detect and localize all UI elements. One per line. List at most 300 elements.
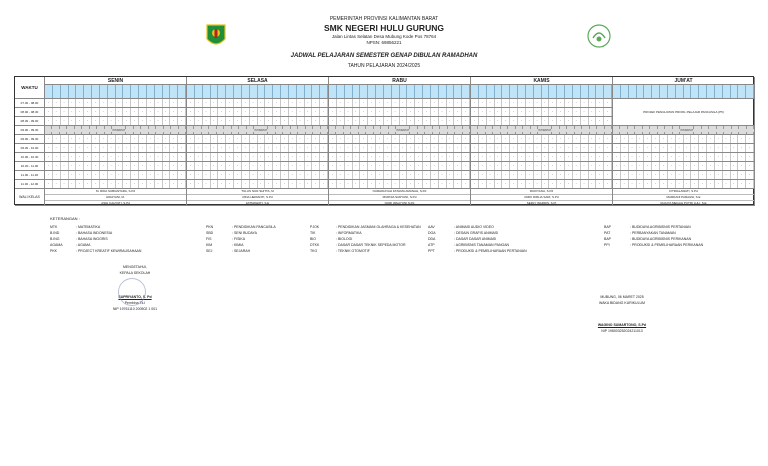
lesson-slot — [84, 135, 92, 144]
lesson-slot — [510, 162, 518, 171]
legend-column — [310, 224, 428, 254]
lesson-slot — [400, 108, 408, 117]
lesson-slot — [596, 117, 604, 126]
lesson-slot — [392, 117, 400, 126]
lesson-slot — [510, 153, 518, 162]
time-cell: 09.00 - 09.30 — [15, 135, 45, 144]
legend-desc: BIOLOGI — [337, 237, 353, 241]
lesson-slot — [265, 99, 273, 108]
lesson-slot — [61, 108, 69, 117]
lesson-slot — [170, 108, 178, 117]
break-slot — [239, 126, 246, 135]
lesson-slot — [613, 135, 621, 144]
lesson-slot — [479, 153, 487, 162]
lesson-slot — [329, 144, 337, 153]
lesson-slot — [320, 108, 328, 117]
wali-kelas-name: RIZKI DIRLIA SARI, S.Pd — [471, 195, 612, 201]
class-col-header — [218, 85, 226, 98]
lesson-slot — [337, 180, 345, 189]
lesson-slot — [376, 135, 384, 144]
lesson-slot — [45, 171, 53, 180]
lesson-slot — [178, 171, 186, 180]
lesson-slot — [250, 117, 258, 126]
class-col-header — [376, 85, 384, 98]
lesson-slot — [360, 180, 368, 189]
break-row — [45, 126, 187, 135]
break-row — [613, 126, 755, 135]
lesson-slot — [139, 180, 147, 189]
lesson-row — [45, 99, 187, 108]
lesson-slot — [454, 180, 462, 189]
lesson-slot — [502, 153, 510, 162]
day-header-senin: SENIN — [45, 77, 187, 85]
class-col-header — [131, 85, 139, 98]
lesson-slot — [178, 108, 186, 117]
lesson-slot — [211, 162, 219, 171]
lesson-slot — [281, 162, 289, 171]
lesson-slot — [581, 171, 589, 180]
lesson-slot — [61, 180, 69, 189]
lesson-slot — [250, 108, 258, 117]
lesson-slot — [353, 162, 361, 171]
lesson-slot — [45, 108, 53, 117]
lesson-row — [45, 162, 187, 171]
lesson-slot — [454, 162, 462, 171]
lesson-slot — [218, 108, 226, 117]
class-col-header — [439, 85, 447, 98]
lesson-slot — [462, 135, 470, 144]
lesson-slot — [92, 180, 100, 189]
class-col-header — [320, 85, 328, 98]
lesson-slot — [502, 117, 510, 126]
lesson-slot — [131, 135, 139, 144]
class-col-header — [699, 85, 707, 98]
lesson-slot — [534, 108, 542, 117]
lesson-slot — [163, 180, 171, 189]
lesson-slot — [738, 135, 746, 144]
legend-desc: PERBANYAKAN TANAMAN — [631, 231, 676, 235]
lesson-slot — [495, 144, 503, 153]
lesson-slot — [431, 153, 439, 162]
lesson-slot — [337, 117, 345, 126]
lesson-slot — [320, 135, 328, 144]
lesson-slot — [644, 135, 652, 144]
lesson-slot — [447, 135, 455, 144]
lesson-slot — [312, 99, 320, 108]
lesson-slot — [116, 171, 124, 180]
class-col-header — [746, 85, 754, 98]
lesson-slot — [542, 144, 550, 153]
lesson-slot — [265, 171, 273, 180]
lesson-slot — [139, 108, 147, 117]
lesson-slot — [353, 108, 361, 117]
lesson-slot — [53, 162, 61, 171]
lesson-slot — [495, 117, 503, 126]
lesson-slot — [289, 117, 297, 126]
lesson-slot — [187, 117, 195, 126]
lesson-slot — [178, 117, 186, 126]
lesson-slot — [526, 144, 534, 153]
lesson-slot — [337, 108, 345, 117]
break-slot — [531, 126, 538, 135]
lesson-slot — [731, 162, 739, 171]
lesson-slot — [518, 144, 526, 153]
lesson-slot — [312, 117, 320, 126]
lesson-slot — [337, 153, 345, 162]
lesson-slot — [178, 135, 186, 144]
legend-code: PPT — [428, 249, 435, 253]
lesson-slot — [660, 162, 668, 171]
break-slot — [724, 126, 731, 135]
break-row — [329, 126, 471, 135]
lesson-slot — [637, 171, 645, 180]
lesson-slot — [53, 144, 61, 153]
lesson-slot — [487, 180, 495, 189]
lesson-slot — [108, 135, 116, 144]
lesson-slot — [415, 108, 423, 117]
lesson-slot — [723, 144, 731, 153]
lesson-slot — [621, 135, 629, 144]
day-header-kamis: KAMIS — [471, 77, 613, 85]
legend-desc: PENDIDIKAN JASMANI OLAHRAGA & KESEHATAN — [337, 225, 421, 229]
lesson-slot — [684, 135, 692, 144]
lesson-slot — [131, 108, 139, 117]
lesson-slot — [376, 171, 384, 180]
lesson-slot — [211, 135, 219, 144]
lesson-slot — [707, 153, 715, 162]
lesson-slot — [447, 153, 455, 162]
lesson-slot — [61, 144, 69, 153]
lesson-slot — [187, 153, 195, 162]
lesson-slot — [297, 117, 305, 126]
legend-code: PKK — [50, 249, 58, 253]
lesson-slot — [360, 108, 368, 117]
lesson-slot — [147, 108, 155, 117]
lesson-slot — [92, 162, 100, 171]
lesson-slot — [534, 144, 542, 153]
break-slot — [276, 126, 283, 135]
lesson-slot — [53, 180, 61, 189]
lesson-slot — [265, 162, 273, 171]
sign-left-rank: Pembina Tk.I — [124, 301, 146, 305]
lesson-slot — [691, 162, 699, 171]
lesson-slot — [53, 153, 61, 162]
lesson-slot — [471, 180, 479, 189]
legend-desc: INFORMATIKA — [337, 231, 362, 235]
lesson-slot — [211, 117, 219, 126]
break-slot: ISTIRAHAT — [254, 126, 268, 135]
lesson-row — [329, 135, 471, 144]
lesson-slot — [715, 153, 723, 162]
lesson-slot — [534, 117, 542, 126]
break-slot — [478, 126, 485, 135]
lesson-slot — [384, 108, 392, 117]
lesson-slot — [652, 144, 660, 153]
lesson-slot — [715, 162, 723, 171]
lesson-slot — [526, 117, 534, 126]
class-col-header — [258, 85, 266, 98]
legend-separator: : — [336, 237, 338, 241]
lesson-slot — [353, 99, 361, 108]
lesson-slot — [439, 180, 447, 189]
lesson-slot — [108, 162, 116, 171]
lesson-slot — [534, 162, 542, 171]
lesson-slot — [439, 117, 447, 126]
lesson-slot — [510, 117, 518, 126]
lesson-slot — [187, 108, 195, 117]
break-slot — [194, 126, 201, 135]
lesson-slot — [281, 117, 289, 126]
lesson-slot — [684, 171, 692, 180]
school-address: Jalan Lintas Selatan Desa Mubung Kode Pos 78764 — [331, 34, 437, 39]
time-cell: 09.30 - 10.00 — [15, 144, 45, 153]
lesson-row — [471, 117, 613, 126]
lesson-row — [471, 108, 613, 117]
lesson-slot — [746, 180, 754, 189]
lesson-slot — [738, 162, 746, 171]
lesson-slot — [289, 180, 297, 189]
lesson-slot — [471, 99, 479, 108]
lesson-slot — [116, 180, 124, 189]
lesson-slot — [53, 117, 61, 126]
lesson-slot — [45, 99, 53, 108]
lesson-slot — [337, 144, 345, 153]
break-slot — [187, 126, 194, 135]
class-col-header — [462, 85, 470, 98]
lesson-slot — [447, 171, 455, 180]
lesson-slot — [147, 171, 155, 180]
lesson-slot — [108, 153, 116, 162]
break-slot — [344, 126, 351, 135]
waktu-header: WAKTU — [15, 77, 45, 99]
break-slot — [306, 126, 313, 135]
lesson-slot — [691, 135, 699, 144]
class-col-header — [392, 85, 400, 98]
sign-right-nip: NIP 198003252024211013 — [601, 329, 643, 333]
lesson-slot — [297, 180, 305, 189]
lesson-slot — [596, 144, 604, 153]
lesson-slot — [454, 117, 462, 126]
lesson-slot — [84, 99, 92, 108]
lesson-slot — [471, 162, 479, 171]
lesson-slot — [61, 135, 69, 144]
lesson-slot — [226, 162, 234, 171]
lesson-slot — [707, 135, 715, 144]
lesson-slot — [76, 99, 84, 108]
lesson-slot — [660, 144, 668, 153]
lesson-slot — [360, 135, 368, 144]
lesson-slot — [163, 153, 171, 162]
lesson-slot — [123, 135, 131, 144]
lesson-slot — [258, 171, 266, 180]
break-slot — [523, 126, 530, 135]
lesson-slot — [155, 180, 163, 189]
lesson-slot — [596, 162, 604, 171]
lesson-slot — [691, 153, 699, 162]
lesson-row — [471, 171, 613, 180]
class-col-header — [431, 85, 439, 98]
legend-code: BAP — [604, 225, 612, 229]
break-slot — [597, 126, 604, 135]
lesson-row — [45, 117, 187, 126]
lesson-slot — [61, 153, 69, 162]
lesson-slot — [581, 135, 589, 144]
lesson-slot — [613, 162, 621, 171]
lesson-slot — [392, 171, 400, 180]
lesson-slot — [423, 144, 431, 153]
legend-separator: : — [336, 225, 338, 229]
lesson-slot — [92, 99, 100, 108]
lesson-slot — [738, 171, 746, 180]
lesson-slot — [621, 153, 629, 162]
legend-code: TKO — [310, 249, 318, 253]
break-slot — [665, 126, 672, 135]
lesson-slot — [510, 180, 518, 189]
lesson-slot — [273, 144, 281, 153]
lesson-slot — [155, 171, 163, 180]
class-col-header — [581, 85, 589, 98]
time-cell: 10.30 - 11.00 — [15, 162, 45, 171]
class-col-header — [447, 85, 455, 98]
lesson-slot — [76, 135, 84, 144]
class-subheader — [187, 85, 329, 99]
break-slot — [232, 126, 239, 135]
lesson-slot — [53, 99, 61, 108]
lesson-slot — [565, 153, 573, 162]
lesson-slot — [581, 99, 589, 108]
lesson-slot — [211, 153, 219, 162]
lesson-slot — [100, 99, 108, 108]
lesson-slot — [604, 135, 612, 144]
lesson-slot — [147, 135, 155, 144]
legend-code: DTKK — [310, 243, 320, 247]
class-col-header — [637, 85, 645, 98]
lesson-slot — [549, 153, 557, 162]
lesson-slot — [250, 171, 258, 180]
lesson-slot — [195, 99, 203, 108]
lesson-slot — [557, 108, 565, 117]
lesson-slot — [534, 171, 542, 180]
lesson-slot — [423, 153, 431, 162]
lesson-slot — [218, 153, 226, 162]
lesson-slot — [234, 117, 242, 126]
lesson-slot — [573, 135, 581, 144]
lesson-slot — [565, 135, 573, 144]
lesson-slot — [738, 180, 746, 189]
lesson-slot — [565, 171, 573, 180]
lesson-slot — [684, 153, 692, 162]
lesson-slot — [258, 162, 266, 171]
legend-separator: : — [76, 231, 78, 235]
lesson-slot — [676, 144, 684, 153]
lesson-slot — [289, 171, 297, 180]
legend-code: AAV — [428, 225, 435, 229]
lesson-slot — [195, 171, 203, 180]
lesson-row — [45, 144, 187, 153]
class-col-header — [360, 85, 368, 98]
class-col-header — [542, 85, 550, 98]
lesson-slot — [462, 99, 470, 108]
class-col-header — [573, 85, 581, 98]
legend-desc: BAHASA INGGRIS — [77, 237, 108, 241]
lesson-slot — [454, 99, 462, 108]
lesson-slot — [45, 117, 53, 126]
lesson-slot — [226, 171, 234, 180]
wali-kelas-label: WALI KELAS — [15, 189, 45, 206]
lesson-row — [45, 135, 187, 144]
lesson-slot — [139, 135, 147, 144]
lesson-slot — [376, 162, 384, 171]
lesson-slot — [368, 171, 376, 180]
lesson-slot — [273, 162, 281, 171]
lesson-slot — [242, 171, 250, 180]
class-col-header — [273, 85, 281, 98]
class-col-header — [203, 85, 211, 98]
legend-separator: : — [454, 249, 456, 253]
lesson-slot — [297, 153, 305, 162]
lesson-slot — [629, 180, 637, 189]
lesson-slot — [147, 117, 155, 126]
lesson-slot — [84, 180, 92, 189]
lesson-slot — [187, 135, 195, 144]
lesson-slot — [392, 108, 400, 117]
class-col-header — [163, 85, 171, 98]
schedule-title: JADWAL PELAJARAN SEMESTER GENAP DIBULAN RAMADHAN — [290, 53, 478, 59]
lesson-slot — [479, 144, 487, 153]
legend-column — [50, 224, 206, 254]
lesson-slot — [573, 153, 581, 162]
lesson-slot — [454, 171, 462, 180]
class-col-header — [684, 85, 692, 98]
break-time: 09.00 - 09.30 — [15, 126, 45, 135]
lesson-slot — [203, 99, 211, 108]
class-col-header — [353, 85, 361, 98]
break-slot — [126, 126, 133, 135]
lesson-slot — [691, 171, 699, 180]
lesson-slot — [549, 162, 557, 171]
lesson-slot — [423, 162, 431, 171]
lesson-slot — [100, 135, 108, 144]
break-slot — [709, 126, 716, 135]
lesson-slot — [320, 171, 328, 180]
lesson-slot — [242, 135, 250, 144]
lesson-slot — [76, 180, 84, 189]
lesson-slot — [116, 99, 124, 108]
class-col-header — [100, 85, 108, 98]
legend-code: SBD — [206, 231, 214, 235]
lesson-slot — [211, 108, 219, 117]
lesson-slot — [368, 162, 376, 171]
lesson-slot — [502, 135, 510, 144]
lesson-slot — [226, 144, 234, 153]
lesson-slot — [384, 117, 392, 126]
lesson-row — [187, 180, 329, 189]
class-col-header — [731, 85, 739, 98]
lesson-slot — [368, 117, 376, 126]
lesson-row — [329, 144, 471, 153]
class-col-header — [723, 85, 731, 98]
lesson-slot — [479, 108, 487, 117]
lesson-slot — [668, 153, 676, 162]
gov-name: PEMERINTAH PROVINSI KALIMANTAN BARAT — [329, 16, 439, 22]
wali-kelas-names — [45, 189, 187, 206]
lesson-slot — [289, 108, 297, 117]
wali-kelas-name: FITRIALAWATI, S.Pd — [613, 189, 754, 195]
lesson-slot — [534, 99, 542, 108]
lesson-slot — [218, 117, 226, 126]
lesson-slot — [715, 171, 723, 180]
lesson-slot — [668, 180, 676, 189]
